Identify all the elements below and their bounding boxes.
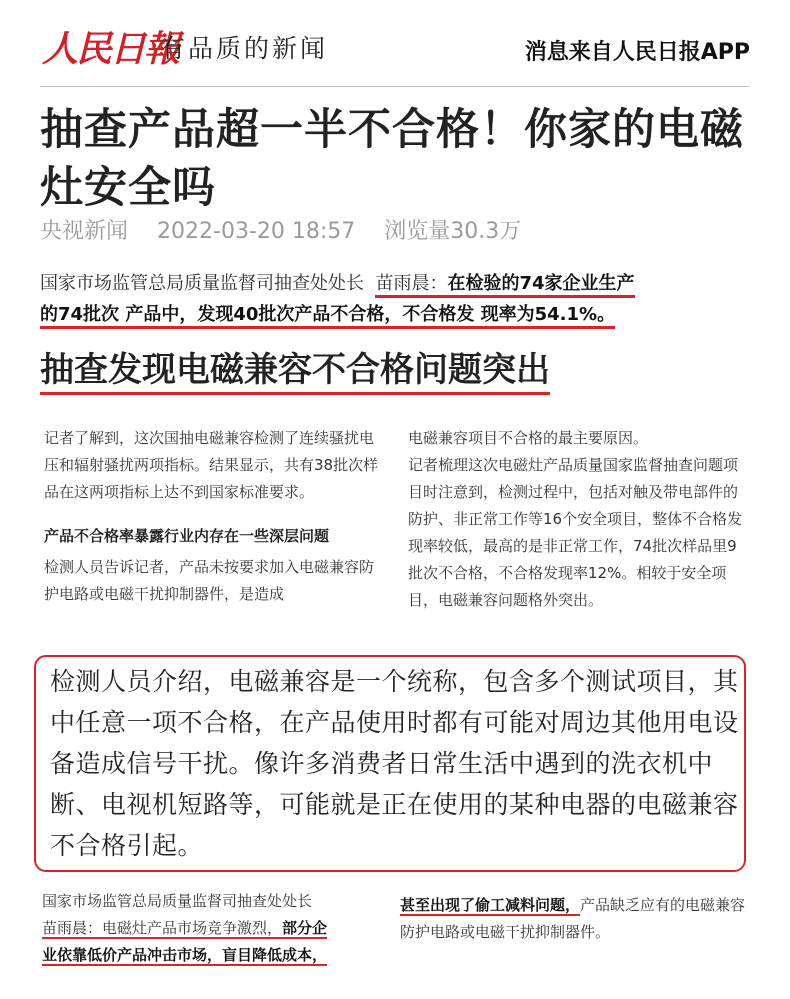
bottom-right-plain: 产品缺乏应有的电磁兼容防护电路或电磁干扰抑制器件。 [400, 896, 746, 941]
bottom-left-line3-bold: 业依靠低价产品冲击市场，盲目降低成本， [42, 946, 328, 964]
callout-text: 检测人员介绍，电磁兼容是一个统称，包含多个测试项目，其中任意一项不合格，在产品使用时都有可能对周边其他用电设备造成信号干扰。像许多消费者日常生活中遇到的洗衣机中断、电视机短路等，可能就是正在使用的某种电器的电磁兼容不合格引起。 [50, 667, 739, 860]
left-col-paragraph-2: 检测人员告诉记者，产品未按要求加入电磁兼容防护电路或电磁干扰抑制器件，是造成 [44, 558, 375, 603]
header-divider [40, 86, 750, 87]
left-col-paragraph-1: 记者了解到，这次国抽电磁兼容检测了连续骚扰电压和辐射骚扰两项指标。结果显示，共有38批次样品在这两项指标上达不到国家标准要求。 [44, 429, 379, 501]
lead-bold-line2: 的74批次 产品中，发现40批次产品不合格，不合格发 现率为54.1%。 [40, 304, 615, 329]
lead-speaker: 国家市场监管总局质量监督司抽查处处长 [40, 273, 364, 294]
left-col-minihead: 产品不合格率暴露行业内存在一些深层问题 [44, 527, 330, 545]
lead-paragraph [40, 268, 760, 330]
bottom-right-text [400, 892, 750, 946]
right-column [408, 425, 748, 614]
meta-views: 浏览量30.3万 [384, 219, 522, 244]
lead-bold-line1: 在检验的74家企业生产 [447, 273, 634, 298]
source-note: 消息来自人民日报APP [524, 40, 750, 65]
article-meta [40, 216, 543, 248]
people-daily-logo: 人民日報 [42, 28, 179, 70]
bottom-left-line2-plain: 苗雨晨：电磁灶产品市场竞争激烈， [42, 919, 283, 937]
article-title: 抽查产品超一半不合格！你家的电磁灶安全吗 [40, 105, 744, 213]
subhead-text: 抽查发现电磁兼容不合格问题突出 [40, 350, 550, 395]
right-col-paragraph-2: 记者梳理这次电磁灶产品质量国家监督抽查问题项目时注意到，检测过程中，包括对触及带电部件的防护、非正常工作等16个安全项目，整体不合格发现率较低，最高的是非正常工作，74批次样品里9批次不合格，不合格发现率12%。相较于安全项目，电磁兼容问题格外突出。 [408, 456, 743, 609]
lead-name: 苗雨晨： [375, 273, 447, 298]
meta-datetime: 2022-03-20 18:57 [157, 219, 356, 244]
section-subhead [40, 345, 550, 395]
slogan: 有品质的新闻 [160, 34, 329, 63]
bottom-left-text [42, 888, 387, 969]
bottom-left-line1: 国家市场监管总局质量监督司抽查处处长 [42, 892, 313, 910]
left-column [44, 425, 384, 608]
meta-source[interactable]: 央视新闻 [40, 219, 129, 244]
bottom-left-line2-bold: 部分企 [282, 919, 328, 937]
right-col-paragraph-1: 电磁兼容项目不合格的最主要原因。 [408, 429, 649, 447]
bottom-right-bold: 甚至出现了偷工减料问题， [400, 896, 581, 914]
